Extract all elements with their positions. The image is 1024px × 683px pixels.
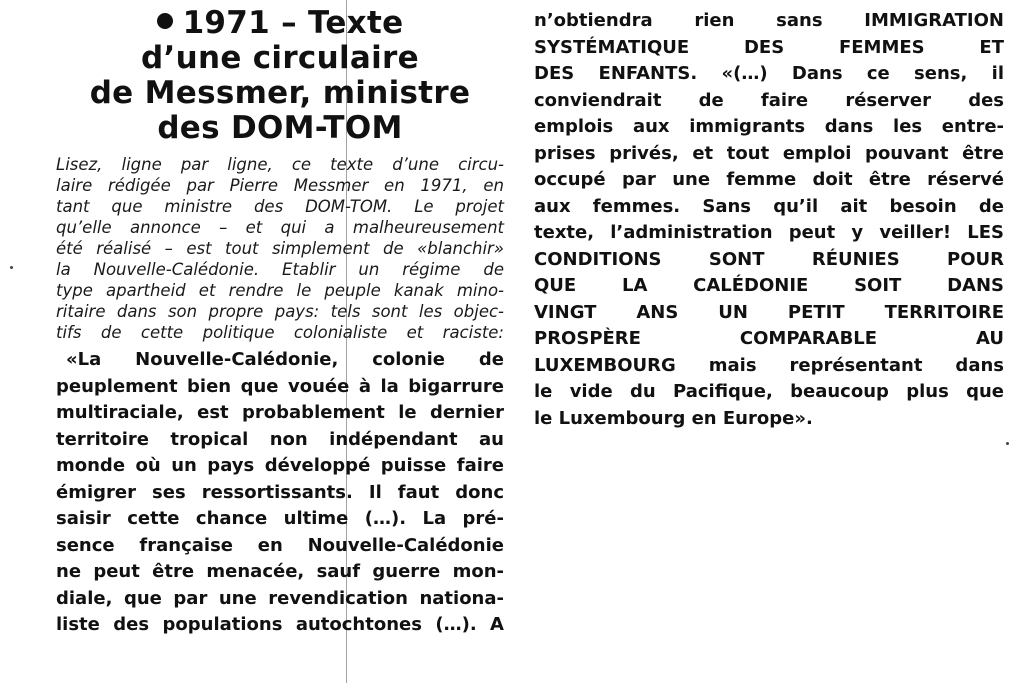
title-line-2: d’une circulaire bbox=[141, 40, 419, 76]
quote-line: sence française en Nouvelle-Calédonie bbox=[56, 534, 504, 556]
title-line-1 bbox=[56, 6, 504, 41]
intro-line: tifs de cette politique colonialiste et raciste: bbox=[56, 323, 504, 342]
quote-line: multiraciale, est probablement le dernier bbox=[56, 402, 504, 423]
quote-line: DES ENFANTS. «(…) Dans ce sens, il bbox=[534, 63, 1004, 84]
quote-line: liste des populations autochtones (…). A bbox=[56, 614, 504, 635]
quote-line: conviendrait de faire réserver des bbox=[534, 89, 1004, 111]
right-column bbox=[534, 8, 1004, 432]
quote-line: emplois aux immigrants dans les entre- bbox=[534, 116, 1004, 137]
print-speck bbox=[1006, 442, 1009, 445]
intro-line: type apartheid et rendre le peuple kanak mino- bbox=[56, 281, 504, 300]
quote-line: territoire tropical non indépendant au bbox=[56, 428, 504, 450]
article-title bbox=[56, 6, 504, 146]
quote-line: «La Nouvelle-Calédonie, colonie de bbox=[66, 349, 504, 370]
quote-line: peuplement bien que vouée à la bigarrure bbox=[56, 375, 504, 397]
quote-line: LUXEMBOURG mais représentant dans bbox=[534, 354, 1004, 376]
quote-line: texte, l’administration peut y veiller! LES bbox=[534, 222, 1004, 243]
quote-line: aux femmes. Sans qu’il ait besoin de bbox=[534, 195, 1004, 217]
quote-line: QUE LA CALÉDONIE SOIT DANS bbox=[534, 275, 1004, 296]
quote-line: CONDITIONS SONT RÉUNIES POUR bbox=[534, 248, 1004, 270]
quote-line: le Luxembourg en Europe». bbox=[534, 407, 813, 429]
quote-paragraph-left bbox=[56, 347, 504, 639]
title-line-3: de Messmer, ministre bbox=[89, 75, 471, 111]
quote-line: monde où un pays développé puisse faire bbox=[56, 455, 504, 476]
quote-line: SYSTÉMATIQUE DES FEMMES ET bbox=[534, 36, 1004, 58]
intro-line: ritaire dans son propre pays: tels sont les objec- bbox=[56, 302, 504, 321]
quote-line: occupé par une femme doit être réservé bbox=[534, 169, 1004, 190]
quote-line: le vide du Pacifique, beaucoup plus que bbox=[534, 381, 1004, 402]
left-column bbox=[56, 6, 504, 639]
print-speck bbox=[10, 266, 13, 269]
title-line-1-text: 1971 – Texte bbox=[182, 5, 404, 41]
title-line-4: des DOM-TOM bbox=[157, 110, 403, 146]
intro-line: été réalisé – est tout simplement de «blanchir» bbox=[56, 239, 504, 258]
bullet-icon bbox=[157, 13, 173, 29]
quote-line: n’obtiendra rien sans IMMIGRATION bbox=[534, 10, 1004, 31]
quote-line: prises privés, et tout emploi pouvant être bbox=[534, 142, 1004, 164]
intro-line: tant que ministre des DOM-TOM. Le projet bbox=[56, 197, 504, 216]
intro-line: Lisez, ligne par ligne, ce texte d’une circu- bbox=[56, 155, 504, 174]
intro-paragraph bbox=[56, 154, 504, 343]
quote-line: ne peut être menacée, sauf guerre mon- bbox=[56, 561, 504, 582]
quote-line: VINGT ANS UN PETIT TERRITOIRE bbox=[534, 301, 1004, 323]
quote-line: saisir cette chance ultime (…). La pré- bbox=[56, 508, 504, 529]
quote-line: diale, que par une revendication nationa- bbox=[56, 587, 504, 609]
quote-line: PROSPÈRE COMPARABLE AU bbox=[534, 328, 1004, 349]
quote-paragraph-right bbox=[534, 8, 1004, 432]
intro-line: la Nouvelle-Calédonie. Etablir un régime de bbox=[56, 260, 504, 279]
intro-line: qu’elle annonce – et qui a malheureusement bbox=[56, 218, 504, 237]
intro-line: laire rédigée par Pierre Messmer en 1971, en bbox=[56, 176, 504, 195]
quote-line: émigrer ses ressortissants. Il faut donc bbox=[56, 481, 504, 503]
